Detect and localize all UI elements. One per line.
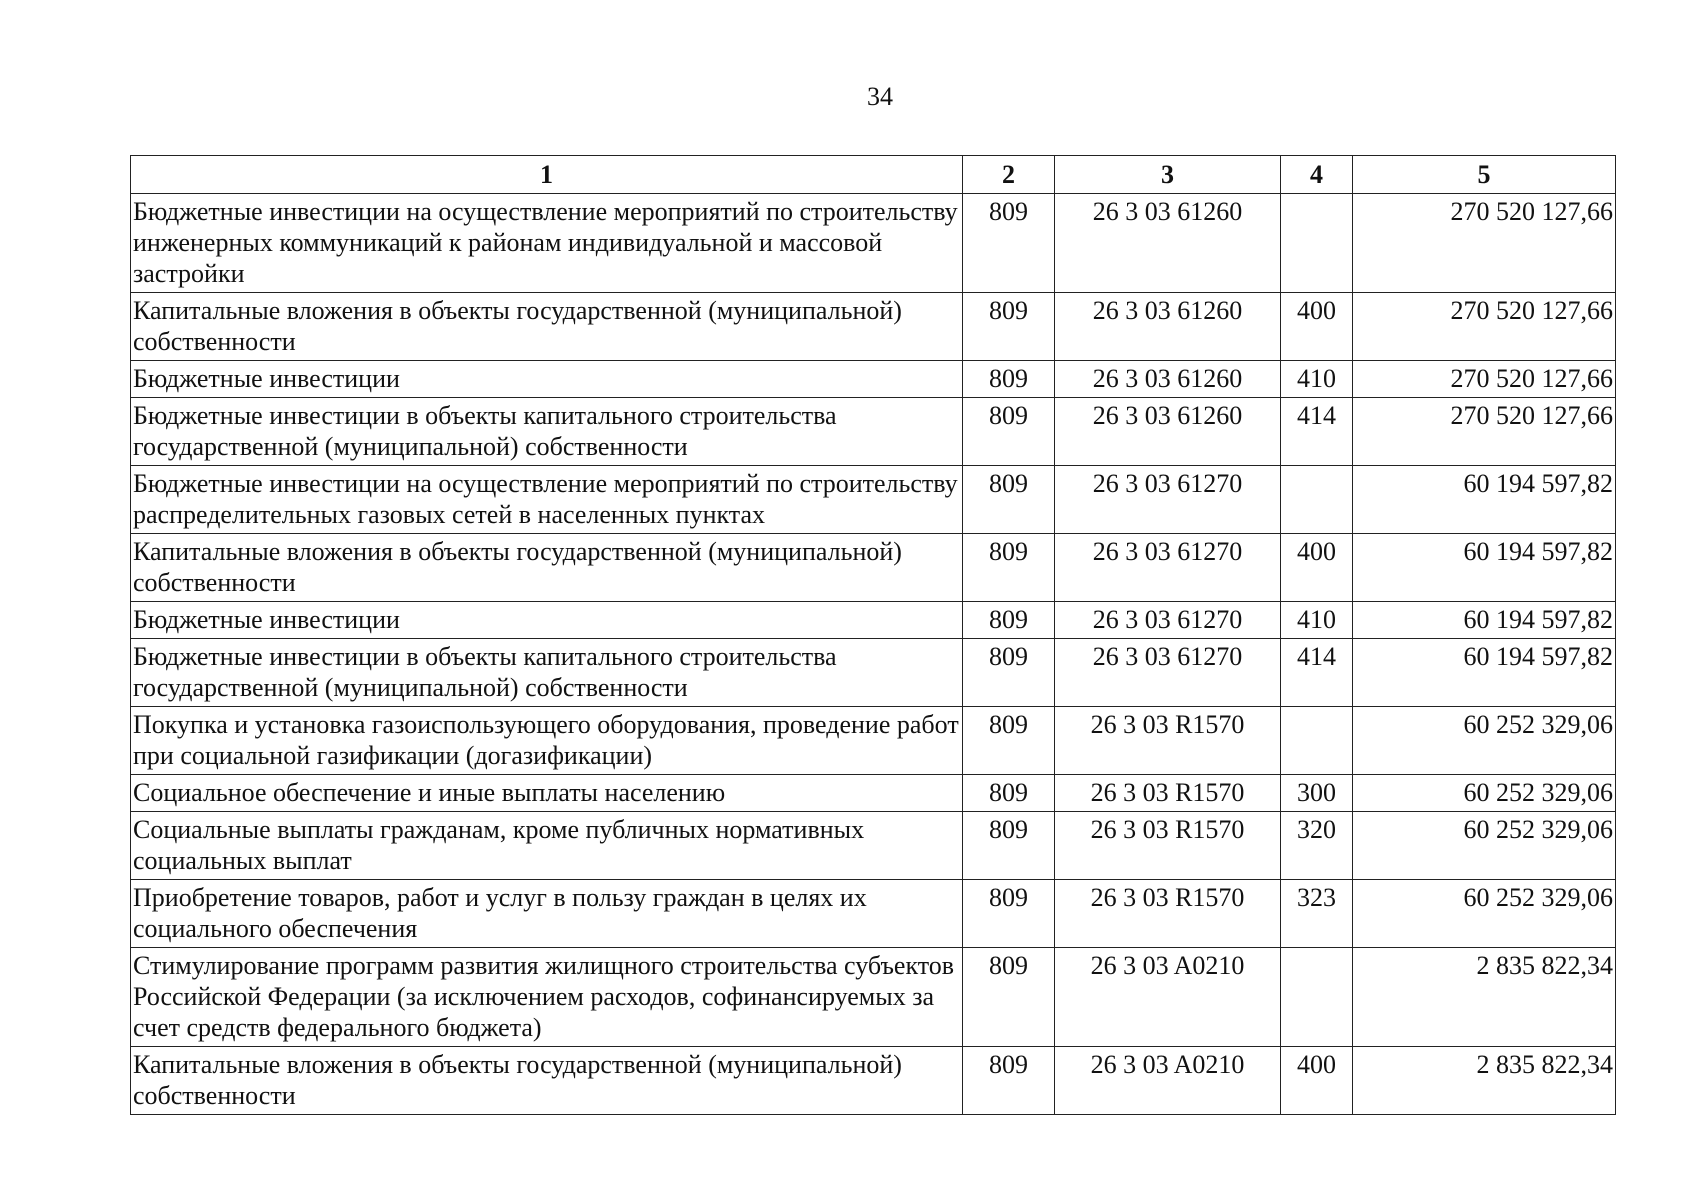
- target-article-code: 26 3 03 61260: [1055, 194, 1281, 293]
- target-article-code: 26 3 03 61270: [1055, 602, 1281, 639]
- amount: 60 252 329,06: [1353, 775, 1616, 812]
- admin-code: 809: [963, 707, 1055, 775]
- target-article-code: 26 3 03 61260: [1055, 361, 1281, 398]
- target-article-code: 26 3 03 61260: [1055, 293, 1281, 361]
- amount: 270 520 127,66: [1353, 398, 1616, 466]
- row-description: Стимулирование программ развития жилищного строительства субъектов Российской Федерации (за исключением расходов, софинансируемых за счет средств федерального бюджета): [131, 948, 963, 1047]
- admin-code: 809: [963, 602, 1055, 639]
- expense-type-code: 414: [1281, 639, 1353, 707]
- expense-type-code: 400: [1281, 534, 1353, 602]
- admin-code: 809: [963, 639, 1055, 707]
- table-row: [131, 707, 1616, 775]
- admin-code: 809: [963, 948, 1055, 1047]
- admin-code: 809: [963, 880, 1055, 948]
- row-description: Покупка и установка газоиспользующего оборудования, проведение работ при социальной газификации (догазификации): [131, 707, 963, 775]
- table-row: [131, 602, 1616, 639]
- amount: 2 835 822,34: [1353, 948, 1616, 1047]
- amount: 270 520 127,66: [1353, 293, 1616, 361]
- target-article-code: 26 3 03 R1570: [1055, 775, 1281, 812]
- row-description: Бюджетные инвестиции в объекты капитального строительства государственной (муниципальной) собственности: [131, 639, 963, 707]
- target-article-code: 26 3 03 61270: [1055, 534, 1281, 602]
- header-row: [131, 156, 1616, 194]
- row-description: Капитальные вложения в объекты государственной (муниципальной) собственности: [131, 293, 963, 361]
- expense-type-code: [1281, 948, 1353, 1047]
- expense-type-code: 410: [1281, 361, 1353, 398]
- target-article-code: 26 3 03 R1570: [1055, 812, 1281, 880]
- page-number: 34: [867, 82, 893, 111]
- expense-type-code: 320: [1281, 812, 1353, 880]
- row-description: Бюджетные инвестиции: [131, 361, 963, 398]
- table-row: [131, 812, 1616, 880]
- target-article-code: 26 3 03 R1570: [1055, 880, 1281, 948]
- admin-code: 809: [963, 466, 1055, 534]
- amount: 270 520 127,66: [1353, 194, 1616, 293]
- table-row: [131, 534, 1616, 602]
- row-description: Бюджетные инвестиции в объекты капитального строительства государственной (муниципальной) собственности: [131, 398, 963, 466]
- header-cell: 3: [1055, 156, 1281, 194]
- amount: 60 194 597,82: [1353, 534, 1616, 602]
- header-cell: 4: [1281, 156, 1353, 194]
- table-row: [131, 775, 1616, 812]
- admin-code: 809: [963, 775, 1055, 812]
- table-row: [131, 639, 1616, 707]
- table-row: [131, 361, 1616, 398]
- header-cell: 1: [131, 156, 963, 194]
- row-description: Капитальные вложения в объекты государственной (муниципальной) собственности: [131, 534, 963, 602]
- row-description: Социальные выплаты гражданам, кроме публичных нормативных социальных выплат: [131, 812, 963, 880]
- expense-type-code: [1281, 466, 1353, 534]
- expense-type-code: 410: [1281, 602, 1353, 639]
- row-description: Социальное обеспечение и иные выплаты населению: [131, 775, 963, 812]
- row-description: Капитальные вложения в объекты государственной (муниципальной) собственности: [131, 1047, 963, 1115]
- admin-code: 809: [963, 812, 1055, 880]
- row-description: Приобретение товаров, работ и услуг в пользу граждан в целях их социального обеспечения: [131, 880, 963, 948]
- expense-type-code: 323: [1281, 880, 1353, 948]
- admin-code: 809: [963, 1047, 1055, 1115]
- target-article-code: 26 3 03 61270: [1055, 466, 1281, 534]
- admin-code: 809: [963, 194, 1055, 293]
- table-row: [131, 948, 1616, 1047]
- amount: 60 194 597,82: [1353, 602, 1616, 639]
- amount: 2 835 822,34: [1353, 1047, 1616, 1115]
- row-description: Бюджетные инвестиции на осуществление мероприятий по строительству распределительных газовых сетей в населенных пунктах: [131, 466, 963, 534]
- table-row: [131, 293, 1616, 361]
- header-cell: 5: [1353, 156, 1616, 194]
- expense-type-code: [1281, 194, 1353, 293]
- row-description: Бюджетные инвестиции: [131, 602, 963, 639]
- target-article-code: 26 3 03 A0210: [1055, 1047, 1281, 1115]
- expense-type-code: [1281, 707, 1353, 775]
- table-row: [131, 1047, 1616, 1115]
- amount: 60 194 597,82: [1353, 639, 1616, 707]
- target-article-code: 26 3 03 61260: [1055, 398, 1281, 466]
- expense-type-code: 400: [1281, 1047, 1353, 1115]
- table-row: [131, 880, 1616, 948]
- amount: 60 252 329,06: [1353, 812, 1616, 880]
- amount: 60 252 329,06: [1353, 707, 1616, 775]
- target-article-code: 26 3 03 R1570: [1055, 707, 1281, 775]
- amount: 60 252 329,06: [1353, 880, 1616, 948]
- target-article-code: 26 3 03 61270: [1055, 639, 1281, 707]
- expense-type-code: 414: [1281, 398, 1353, 466]
- row-description: Бюджетные инвестиции на осуществление мероприятий по строительству инженерных коммуникаций к районам индивидуальной и массовой застройки: [131, 194, 963, 293]
- target-article-code: 26 3 03 A0210: [1055, 948, 1281, 1047]
- table-row: [131, 194, 1616, 293]
- admin-code: 809: [963, 398, 1055, 466]
- expense-type-code: 400: [1281, 293, 1353, 361]
- table-row: [131, 398, 1616, 466]
- admin-code: 809: [963, 293, 1055, 361]
- amount: 270 520 127,66: [1353, 361, 1616, 398]
- budget-table: [130, 155, 1616, 1115]
- admin-code: 809: [963, 534, 1055, 602]
- header-cell: 2: [963, 156, 1055, 194]
- table-row: [131, 466, 1616, 534]
- expense-type-code: 300: [1281, 775, 1353, 812]
- admin-code: 809: [963, 361, 1055, 398]
- amount: 60 194 597,82: [1353, 466, 1616, 534]
